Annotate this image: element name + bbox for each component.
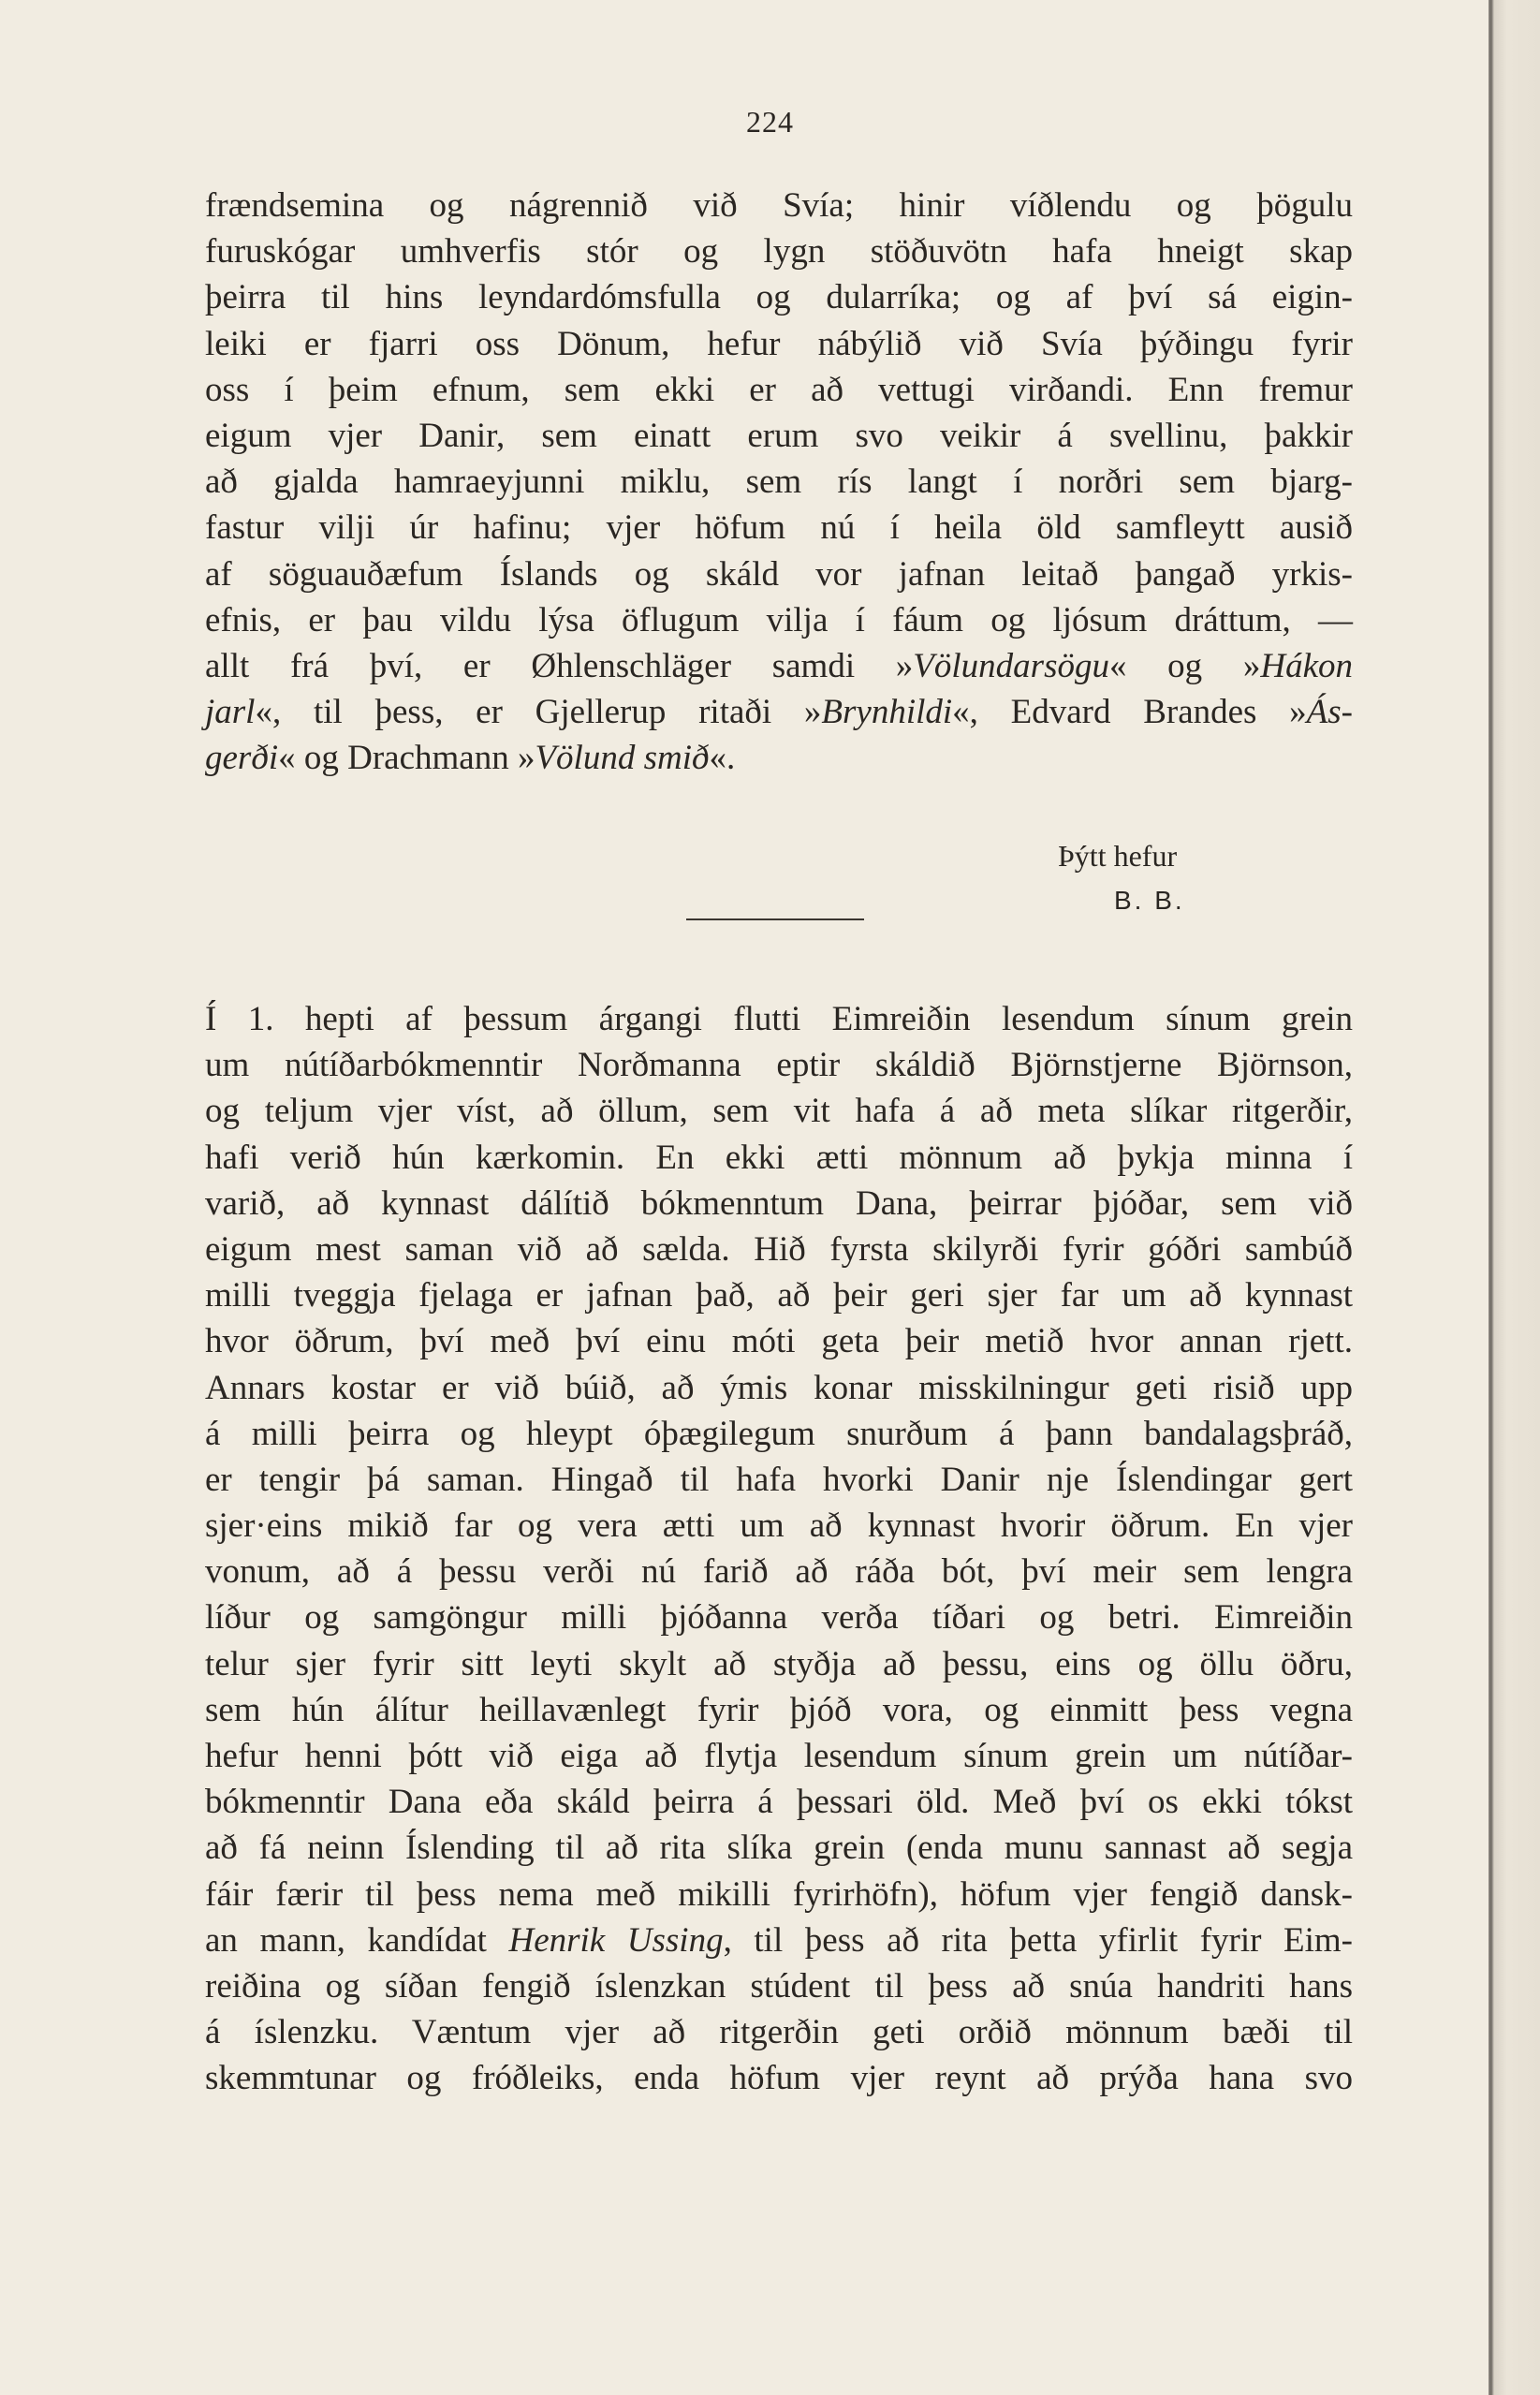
text-line: efnis, er þau vildu lýsa öflugum vilja í fáum og ljósum dráttum, —	[205, 600, 1353, 639]
work-title: Hákon	[1260, 646, 1354, 685]
text-run: « og »	[1108, 646, 1261, 685]
text-line	[205, 1917, 1353, 1963]
text-line	[205, 643, 1353, 689]
text-line: sem hún álítur heillavænlegt fyrir þjóð vora, og einmitt þess vegna	[205, 1690, 1353, 1729]
text-line: að fá neinn Íslending til að rita slíka grein (enda munu sannast að segja	[205, 1829, 1353, 1868]
text-line: líður og samgöngur milli þjóðanna verða tíðari og betri. Eimreiðin	[205, 1598, 1353, 1638]
translator-signature	[1058, 833, 1245, 923]
text-line: hvor öðrum, því með því einu móti geta þeir metið hvor annan rjett.	[205, 1322, 1353, 1361]
text-line: á íslenzku. Væntum vjer að ritgerðin geti orðið mönnum bæði til	[205, 2013, 1353, 2052]
text-line: furuskógar umhverfis stór og lygn stöðuvötn hafa hneigt skap	[205, 232, 1353, 272]
text-line: fáir færir til þess nema með mikilli fyrirhöfn), höfum vjer fengið dansk-	[205, 1874, 1353, 1914]
editorial-introduction-paragraph	[205, 996, 1353, 2102]
text-line: Annars kostar er við búið, að ýmis konar misskilningur geti risið upp	[205, 1368, 1353, 1407]
text-line: á milli þeirra og hleypt óþægilegum snurðum á þann bandalagsþráð,	[205, 1414, 1353, 1453]
text-run: allt frá því, er Øhlenschläger samdi »	[205, 646, 914, 685]
text-line: er tengir þá saman. Hingað til hafa hvorki Danir nje Íslendingar gert	[205, 1460, 1353, 1499]
signature-line: Þýtt hefur	[1058, 839, 1178, 873]
page-number: 224	[746, 105, 794, 139]
text-line: varið, að kynnast dálítið bókmenntum Dana, þeirrar þjóðar, sem við	[205, 1183, 1353, 1223]
text-line: reiðina og síðan fengið íslenzkan stúdent til þess að snúa handriti hans	[205, 1966, 1353, 2006]
text-line: vonum, að á þessu verði nú farið að ráða bót, því meir sem lengra	[205, 1552, 1353, 1592]
text-line: hefur henni þótt við eiga að flytja lesendum sínum grein um nútíðar-	[205, 1737, 1353, 1775]
text-line	[205, 689, 1353, 735]
text-line: um nútíðarbókmenntir Norðmanna eptir skáldið Björnstjerne Björnson,	[205, 1046, 1353, 1085]
text-line: telur sjer fyrir sitt leyti skylt að styðja að þessu, eins og öllu öðru,	[205, 1644, 1353, 1683]
text-run: , til þess að rita þetta yfirlit fyrir Eim-	[723, 1920, 1353, 1960]
text-line: eigum mest saman við að sælda. Hið fyrsta skilyrði fyrir góðri sambúð	[205, 1229, 1353, 1269]
text-line: frændsemina og nágrennið við Svía; hinir víðlendu og þögulu	[205, 186, 1353, 225]
translation-closing-paragraph	[205, 183, 1353, 781]
text-line: skemmtunar og fróðleiks, enda höfum vjer reynt að prýða hana svo	[205, 2059, 1353, 2098]
text-line	[205, 735, 1353, 781]
text-line: sjer·eins mikið far og vera ætti um að kynnast hvorir öðrum. En vjer	[205, 1506, 1353, 1546]
text-run: «, til þess, er Gjellerup ritaði »	[255, 693, 822, 732]
signature-initials: B. B.	[1114, 886, 1185, 915]
text-line: þeirra til hins leyndardómsfulla og dularríka; og af því sá eigin-	[205, 278, 1353, 317]
work-title: jarl	[205, 693, 256, 732]
work-title: Völund smið	[535, 739, 710, 778]
section-divider	[686, 918, 864, 920]
text-line: af söguauðæfum Íslands og skáld vor jafnan leitað þangað yrkis-	[205, 554, 1353, 594]
work-title: Brynhildi	[821, 693, 953, 732]
text-line: að gjalda hamraeyjunni miklu, sem rís langt í norðri sem bjarg-	[205, 463, 1353, 502]
text-line: og teljum vjer víst, að öllum, sem vit hafa á að meta slíkar ritgerðir,	[205, 1092, 1353, 1131]
text-line: eigum vjer Danir, sem einatt erum svo veikir á svellinu, þakkir	[205, 416, 1353, 455]
text-line: fastur vilji úr hafinu; vjer höfum nú í heila öld samfleytt ausið	[205, 508, 1353, 548]
text-line: oss í þeim efnum, sem ekki er að vettugi virðandi. Enn fremur	[205, 370, 1353, 409]
author-name: Henrik Ussing	[508, 1920, 724, 1960]
work-title: Völundarsögu	[913, 646, 1109, 685]
text-line: milli tveggja fjelaga er jafnan það, að þeir geri sjer far um að kynnast	[205, 1276, 1353, 1315]
text-run: an mann, kandídat	[205, 1920, 509, 1960]
work-title: Ás-	[1306, 693, 1353, 732]
text-line: Í 1. hepti af þessum árgangi flutti Eimreiðin lesendum sínum grein	[205, 1000, 1353, 1038]
page-edge	[1489, 0, 1540, 2395]
work-title: gerði	[205, 739, 279, 778]
text-line: leiki er fjarri oss Dönum, hefur nábýlið við Svía þýðingu fyrir	[205, 324, 1353, 363]
text-run: « og Drachmann »	[278, 739, 535, 778]
text-line: hafi verið hún kærkomin. En ekki ætti mönnum að þykja minna í	[205, 1138, 1353, 1177]
text-line: bókmenntir Dana eða skáld þeirra á þessari öld. Með því os ekki tókst	[205, 1783, 1353, 1822]
text-run: «, Edvard Brandes »	[952, 693, 1307, 732]
text-run: «.	[709, 739, 736, 778]
